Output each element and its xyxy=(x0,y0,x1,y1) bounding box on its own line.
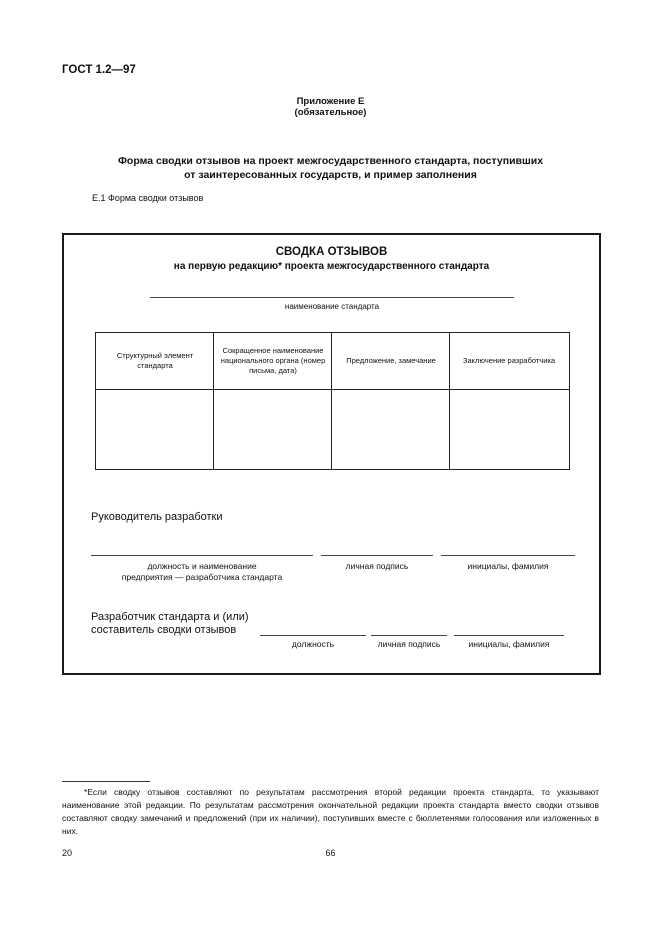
developer-name-field[interactable] xyxy=(454,635,564,636)
developer-title-line-2: составитель сводки отзывов xyxy=(91,624,237,636)
form-heading-line-2: от заинтересованных государств, и пример заполнения xyxy=(184,169,477,181)
annex-title: Приложение Е xyxy=(296,96,365,107)
developer-signature-caption: личная подпись xyxy=(377,639,441,649)
lead-position-caption-line-2: предприятия — разработчика стандарта xyxy=(121,572,283,582)
lead-name-field[interactable] xyxy=(441,555,575,556)
column-header-proposal: Предложение, замечание xyxy=(346,356,436,365)
lead-position-caption xyxy=(91,561,313,583)
footnote: *Если сводку отзывов составляют по результатам рассмотрения второй редакции проекта стандарта, то указывают наименование этой редакции. По результатам рассмотрения окончательной редакции проекта стандарта вместо сводки отзывов составляют сводку замечаний и предложений (при их наличии), поступивших вместе с бюллетенями голосования или изложенных в них. xyxy=(62,787,599,836)
footnote-divider xyxy=(62,781,150,782)
developer-title xyxy=(91,611,249,637)
developer-name-caption: инициалы, фамилия xyxy=(468,639,550,649)
developer-signature-field[interactable] xyxy=(371,635,447,636)
column-header-structural-element: Структурный элемент стандарта xyxy=(116,351,194,370)
standard-name-caption: наименование стандарта xyxy=(284,302,380,311)
developer-title-line-1: Разработчик стандарта и (или) xyxy=(91,611,249,623)
annex-status: (обязательное) xyxy=(294,107,367,118)
lead-position-caption-line-1: должность и наименование xyxy=(147,561,257,571)
lead-title: Руководитель разработки xyxy=(91,511,223,523)
column-divider xyxy=(449,333,450,469)
page-number-left: 20 xyxy=(62,848,73,858)
review-summary-form xyxy=(62,233,601,675)
header-divider xyxy=(96,389,569,390)
column-header-national-body: Сокращенное наименование национального органа (номер письма, дата) xyxy=(220,346,326,375)
page-number-center: 66 xyxy=(325,848,336,858)
section-label: Е.1 Форма сводки отзывов xyxy=(92,193,204,203)
column-header-developer-conclusion: Заключение разработчика xyxy=(462,356,556,365)
annex-title-block xyxy=(0,96,661,118)
standard-name-field[interactable] xyxy=(150,297,514,298)
form-heading-line-1: Форма сводки отзывов на проект межгосударственного стандарта, поступивших xyxy=(117,155,544,167)
column-divider xyxy=(331,333,332,469)
form-heading xyxy=(0,154,661,182)
review-table xyxy=(95,332,570,470)
lead-name-caption: инициалы, фамилия xyxy=(467,561,549,571)
developer-position-field[interactable] xyxy=(260,635,366,636)
form-title: СВОДКА ОТЗЫВОВ xyxy=(275,246,388,258)
lead-signature-field[interactable] xyxy=(321,555,433,556)
lead-signature-caption: личная подпись xyxy=(345,561,409,571)
lead-position-field[interactable] xyxy=(91,555,313,556)
standard-id: ГОСТ 1.2—97 xyxy=(62,64,136,76)
developer-position-caption: должность xyxy=(291,639,335,649)
form-subtitle: на первую редакцию* проекта межгосударственного стандарта xyxy=(173,261,490,272)
column-divider xyxy=(213,333,214,469)
